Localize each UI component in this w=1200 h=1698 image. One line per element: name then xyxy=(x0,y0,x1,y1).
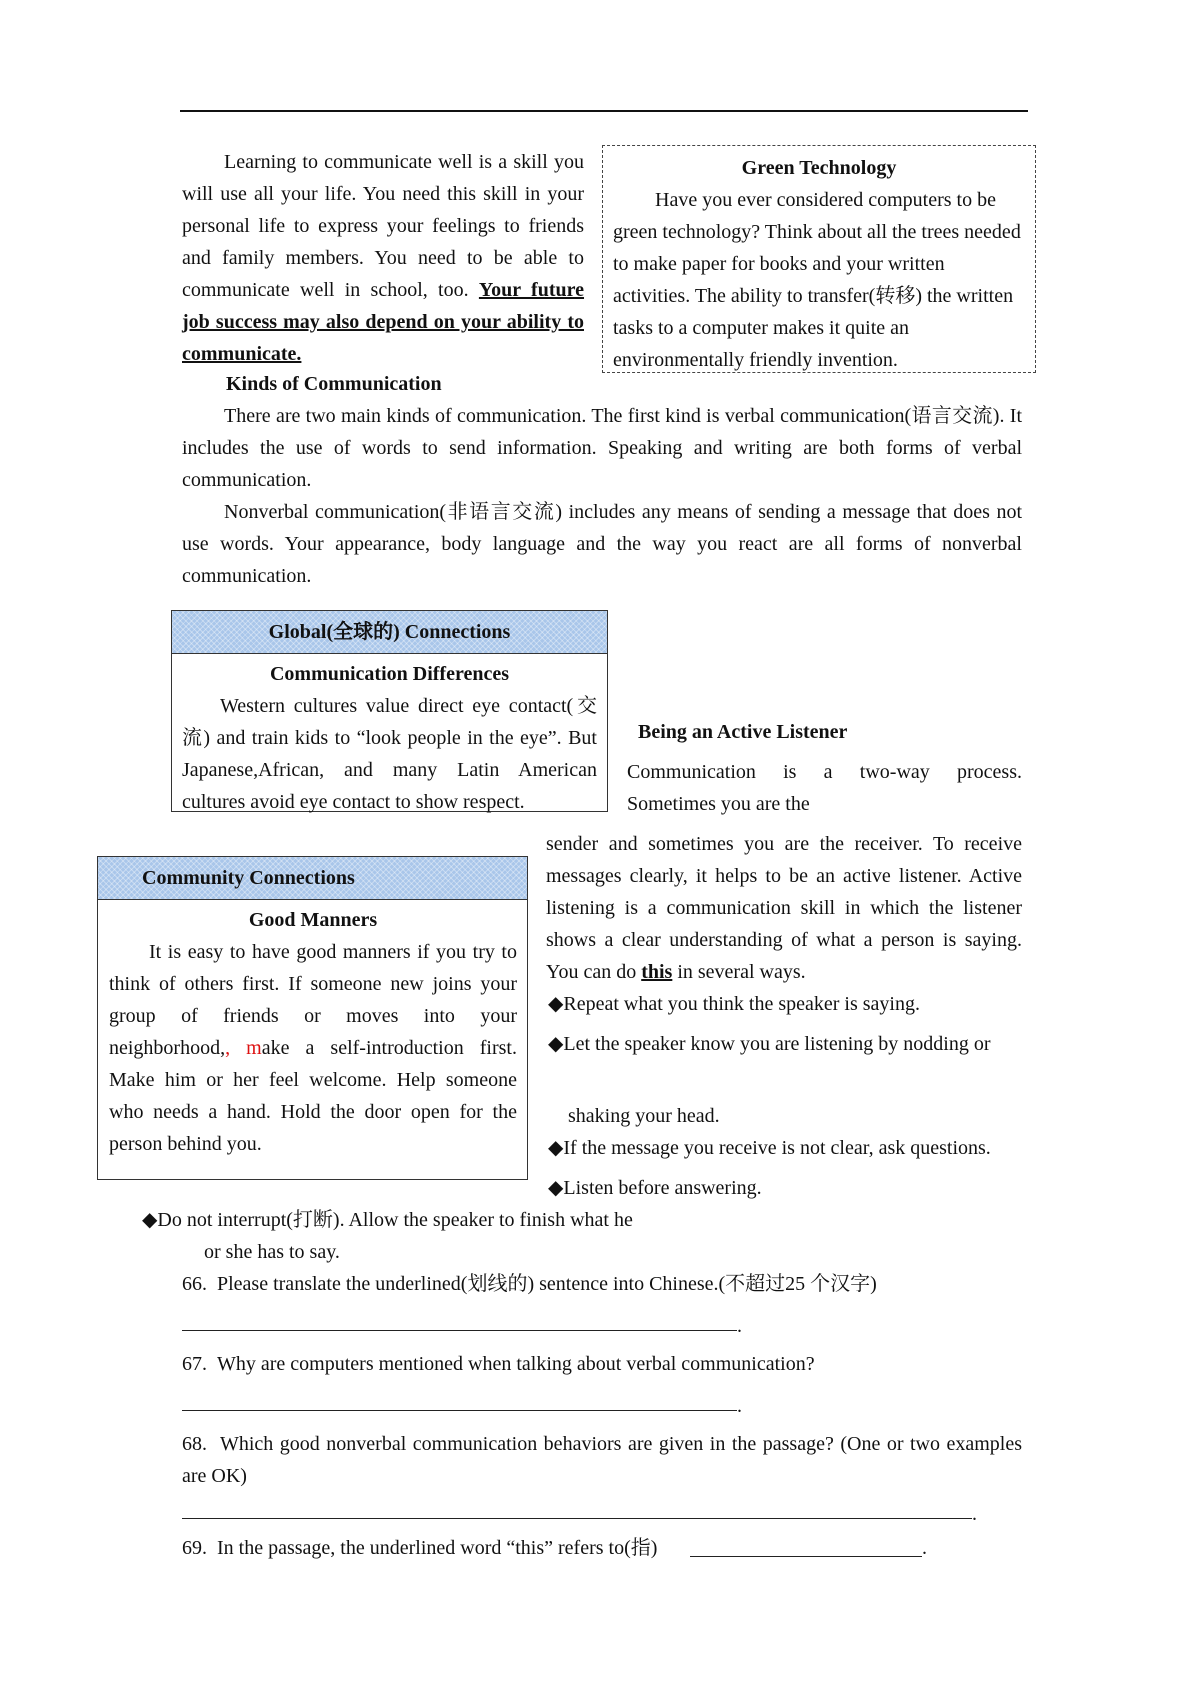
red-mark: , m xyxy=(225,1037,262,1059)
active-listener-heading: Being an Active Listener xyxy=(638,721,848,743)
answer-period-68: . xyxy=(972,1503,977,1525)
intro-text: Learning to communicate well is a skill you will use all your life. You need this skill in your personal life to express your feelings to friends and family members. You need to be able to communicate well in school, too. xyxy=(182,151,584,301)
communication-differences-text: Western cultures value direct eye contact(交流) and train kids to “look people in the eye”. But Japanese,African, and many Latin American cultures avoid eye contact to show respect. xyxy=(182,695,597,813)
community-connections-box xyxy=(97,856,528,1180)
answer-line-67[interactable] xyxy=(182,1410,737,1411)
answer-line-68[interactable] xyxy=(182,1518,972,1519)
kinds-heading: Kinds of Communication xyxy=(226,373,442,395)
community-connections-header: Community Connections xyxy=(98,857,527,900)
bullet-3: ◆If the message you receive is not clear, ask questions. xyxy=(548,1137,991,1159)
global-connections-box xyxy=(171,610,608,812)
kinds-paragraph-2: Nonverbal communication(非语言交流) includes any means of sending a message that does not use words. Your appearance, body language and the way you react are all forms of nonverbal communication. xyxy=(182,501,1022,587)
good-manners-text: It is easy to have good manners if you try to think of others first. If someone new joins your group of friends or moves into your neighborhood,, make a self-introduction first. Make him or her feel welcome. Help someone who needs a hand. Hold the door open for the person behind you. xyxy=(109,941,517,1155)
green-technology-box xyxy=(602,145,1036,373)
answer-line-66[interactable] xyxy=(182,1330,737,1331)
green-technology-text: Have you ever considered computers to be green technology? Think about all the trees needed to make paper for books and your written activities. The ability to transfer(转移) the written tasks to a computer makes it quite an environmentally friendly invention. xyxy=(613,189,1021,371)
answer-period-67: . xyxy=(737,1395,742,1417)
answer-period-66: . xyxy=(737,1315,742,1337)
green-technology-title: Green Technology xyxy=(741,157,897,179)
communication-differences-title: Communication Differences xyxy=(269,663,510,685)
bullet-2-continued: shaking your head. xyxy=(568,1105,720,1127)
bullet-5-continued: or she has to say. xyxy=(204,1241,340,1263)
intro-paragraph xyxy=(182,146,584,370)
bullet-5: ◆Do not interrupt(打断). Allow the speaker to finish what he xyxy=(142,1209,633,1231)
question-69: 69. In the passage, the underlined word “this” refers to(指) xyxy=(182,1537,658,1559)
intro-underlined-sentence: Your future job success may also depend on your ability to communicate. xyxy=(182,279,585,365)
question-67: 67. Why are computers mentioned when talking about verbal communication? xyxy=(182,1353,815,1375)
question-66: 66. Please translate the underlined(划线的) sentence into Chinese.(不超过25 个汉字) xyxy=(182,1273,877,1295)
active-listener-continuation: sender and sometimes you are the receiver. To receive messages clearly, it helps to be an active listener. Active listening is a communication skill in which the listener shows a clear understanding of what a person is saying. You can do this in several ways. xyxy=(546,833,1022,983)
bullet-1: ◆Repeat what you think the speaker is saying. xyxy=(548,993,920,1015)
underlined-word-this: this xyxy=(641,961,673,983)
kinds-section xyxy=(182,400,1022,592)
good-manners-title: Good Manners xyxy=(248,909,378,931)
active-listener-top-text: Communication is a two-way process. Sometimes you are the xyxy=(627,761,1022,815)
global-connections-header: Global(全球的) Connections xyxy=(172,611,607,654)
bullet-2: ◆Let the speaker know you are listening by nodding or xyxy=(548,1033,991,1055)
top-rule xyxy=(180,110,1028,112)
answer-period-69: . xyxy=(922,1537,927,1559)
answer-line-69[interactable] xyxy=(690,1556,922,1557)
bullet-4: ◆Listen before answering. xyxy=(548,1177,762,1199)
question-68: 68. Which good nonverbal communication behaviors are given in the passage? (One or two examples are OK) xyxy=(182,1433,1023,1487)
kinds-paragraph-1: There are two main kinds of communication. The first kind is verbal communication(语言交流). It includes the use of words to send information. Speaking and writing are both forms of verbal communication. xyxy=(182,405,1022,491)
